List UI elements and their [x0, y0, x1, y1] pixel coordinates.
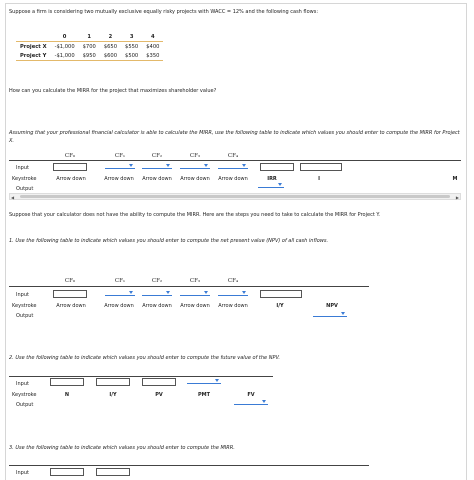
cf2-dropdown[interactable] [142, 162, 172, 169]
row-label-keystroke: Keystroke [12, 303, 37, 309]
npv-output-dropdown[interactable] [313, 310, 347, 317]
divider [9, 465, 369, 466]
keystroke: NPV [326, 303, 338, 309]
cf4-dropdown[interactable] [218, 289, 248, 296]
cf-value: $500 [121, 51, 142, 61]
cf-value: -$1,000 [54, 43, 75, 50]
keystroke: N [64, 392, 70, 398]
cf-header: 0 [51, 32, 79, 42]
cf-header: 4 [142, 32, 163, 42]
iy-input[interactable] [260, 290, 302, 298]
row-label: Project X [20, 43, 47, 50]
cf0-header: CF₀ [64, 153, 76, 159]
keystroke: FV [247, 392, 255, 398]
cf1-dropdown[interactable] [105, 289, 135, 296]
cf4-header: CF₄ [227, 153, 239, 159]
keystroke: I/Y [276, 303, 284, 309]
cf-value: $550 [125, 43, 139, 50]
row-label-input: Input [16, 165, 29, 171]
cf-value: $700 [82, 43, 96, 50]
cf-header: 3 [121, 32, 142, 42]
chevron-down-icon [204, 291, 208, 294]
keystroke: PV [155, 392, 163, 398]
cf-value: $650 [103, 43, 118, 50]
scrollbar-thumb[interactable] [20, 195, 450, 198]
i-input[interactable] [300, 163, 342, 171]
cf0-input[interactable] [53, 290, 87, 298]
keystroke: Arrow down [104, 303, 134, 309]
chevron-down-icon [166, 291, 170, 294]
chevron-down-icon [242, 164, 246, 167]
keystroke: Arrow down [180, 303, 210, 309]
keystroke: IRR [267, 176, 277, 182]
cf-value: $350 [142, 51, 163, 61]
cf1-header: CF₁ [114, 278, 126, 284]
chevron-down-icon [242, 291, 246, 294]
scroll-right-icon[interactable]: ▶ [455, 195, 459, 200]
keystroke: Arrow down [142, 176, 172, 182]
row-label-keystroke: Keystroke [12, 392, 37, 398]
row-label-input: Input [16, 292, 29, 298]
cf1-header: CF₁ [114, 153, 126, 159]
pv-input[interactable] [96, 468, 130, 476]
cf-header: 1 [79, 32, 100, 42]
chevron-down-icon [166, 164, 170, 167]
chevron-down-icon [278, 183, 282, 186]
keystroke: Arrow down [218, 176, 248, 182]
table-row [16, 51, 163, 61]
step3-instruction: 3. Use the following table to indicate which values you should enter to compute the MIRR. [9, 445, 235, 451]
n-input[interactable] [50, 378, 84, 386]
horizontal-scrollbar[interactable] [9, 193, 461, 200]
keystroke: Arrow down [104, 176, 134, 182]
pv-input[interactable] [142, 378, 176, 386]
row-label-output: Output [16, 402, 34, 408]
row-label-keystroke: Keystroke [12, 176, 37, 182]
steps-intro-text: Suppose that your calculator does not have the ability to compute the MIRR. Here are the steps you need to take to calculate the MIRR for Project Y. [9, 212, 380, 218]
part1-instruction: Assuming that your professional financial calculator is able to calculate the MIRR, use the following table to indicate which values you should enter to compute the MIRR for Project X. [9, 130, 460, 144]
cf3-dropdown[interactable] [180, 162, 210, 169]
divider [9, 286, 369, 287]
question-text: How can you calculate the MIRR for the project that maximizes shareholder value? [9, 88, 217, 94]
cf3-header: CF₃ [189, 278, 201, 284]
keystroke: Arrow down [56, 303, 86, 309]
cf0-header: CF₀ [64, 278, 76, 284]
cf4-dropdown[interactable] [218, 162, 248, 169]
cf4-header: CF₄ [227, 278, 239, 284]
row-label-output: Output [16, 186, 34, 192]
cf-value: $400 [146, 43, 160, 50]
chevron-down-icon [341, 312, 345, 315]
scroll-left-icon[interactable]: ◀ [11, 195, 15, 200]
fv-output-dropdown[interactable] [234, 398, 268, 405]
divider [9, 376, 273, 377]
row-label: Project Y [16, 51, 51, 61]
keystroke: Arrow down [142, 303, 172, 309]
chevron-down-icon [262, 400, 266, 403]
keystroke: Arrow down [218, 303, 248, 309]
keystroke: I/Y [109, 392, 117, 398]
row-label-output: Output [16, 313, 34, 319]
cf2-dropdown[interactable] [142, 289, 172, 296]
cf-value: -$1,000 [51, 51, 79, 61]
cf-value: $950 [79, 51, 100, 61]
chevron-down-icon [129, 291, 133, 294]
cf-value: $600 [100, 51, 121, 61]
cf0-input[interactable] [53, 163, 87, 171]
divider [9, 160, 461, 161]
cf1-dropdown[interactable] [105, 162, 135, 169]
row-label-input: Input [16, 381, 29, 387]
cf-header: 2 [100, 32, 121, 42]
cf2-header: CF₂ [151, 278, 163, 284]
cf-header [16, 32, 51, 42]
n-input[interactable] [50, 468, 84, 476]
chevron-down-icon [129, 164, 133, 167]
row-label-input: Input [16, 470, 29, 476]
keystroke: PMT [197, 392, 211, 398]
cash-flow-table [16, 32, 163, 61]
chevron-down-icon [215, 379, 219, 382]
table-row [16, 42, 163, 52]
output-dropdown[interactable] [258, 181, 284, 188]
intro-text: Suppose a firm is considering two mutually exclusive equally risky projects with WACC = 12% and the following cash flows: [9, 9, 319, 15]
chevron-down-icon [204, 164, 208, 167]
iy-input[interactable] [96, 378, 130, 386]
cf3-dropdown[interactable] [180, 289, 210, 296]
cf3-header: CF₃ [189, 153, 201, 159]
cf2-header: CF₂ [151, 153, 163, 159]
keystroke: Arrow down [180, 176, 210, 182]
step1-instruction: 1. Use the following table to indicate which values you should enter to compute the net present value (NPV) of all cash inflows. [9, 238, 329, 244]
pmt-dropdown[interactable] [187, 377, 221, 384]
keystroke: M [452, 176, 458, 182]
irr-input[interactable] [260, 163, 294, 171]
keystroke: I [318, 176, 320, 182]
step2-instruction: 2. Use the following table to indicate which values you should enter to compute the future value of the NPV. [9, 355, 280, 361]
keystroke: Arrow down [56, 176, 86, 182]
